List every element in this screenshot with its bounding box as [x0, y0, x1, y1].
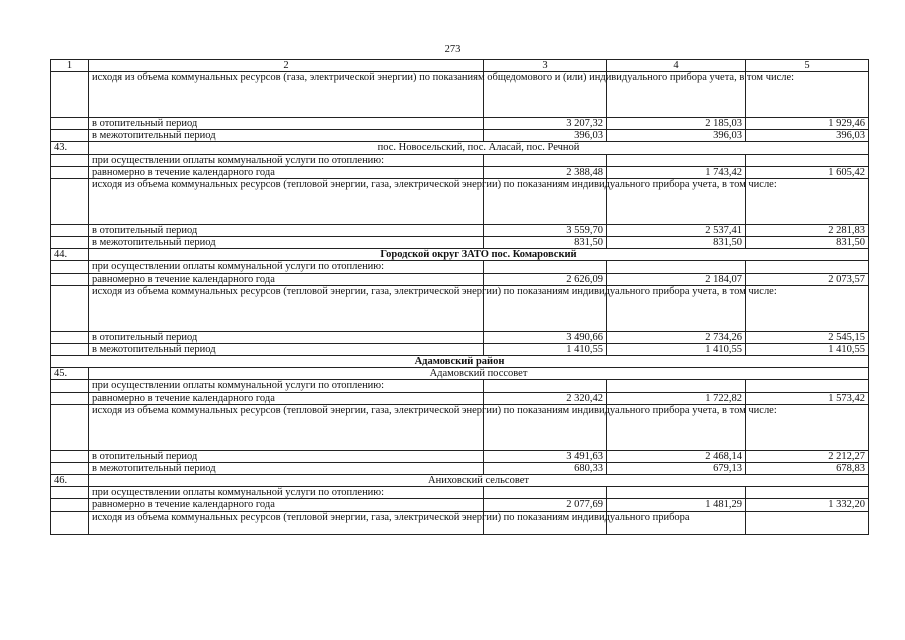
row-number-cell [51, 462, 89, 474]
header-col-3: 3 [484, 60, 607, 72]
value-col-4: 2 468,14 [607, 450, 746, 462]
empty-cell [607, 261, 746, 273]
row-label-cell: исходя из объема коммунальных ресурсов (тепловой энергии, газа, электрической энергии) по показаниям индивидуального прибора учета, в том числе: [89, 285, 484, 331]
table-row [51, 392, 869, 404]
section-number: 43. [51, 142, 89, 154]
value-col-5: 396,03 [746, 130, 869, 142]
value-col-4: 1 481,29 [607, 499, 746, 511]
value-col-4: 1 743,42 [607, 166, 746, 178]
row-label-cell: при осуществлении оплаты коммунальной услуги по отоплению: [89, 261, 484, 273]
table-row [51, 462, 869, 474]
row-label-cell: в межотопительный период [89, 343, 484, 355]
table-row [51, 404, 869, 450]
value-col-4: 1 722,82 [607, 392, 746, 404]
table-row [51, 142, 869, 154]
value-col-4: 2 185,03 [607, 118, 746, 130]
empty-cell [746, 487, 869, 499]
table-body [51, 72, 869, 535]
header-col-5: 5 [746, 60, 869, 72]
section-title: пос. Новосельский, пос. Аласай, пос. Речной [89, 142, 869, 154]
table-row [51, 224, 869, 236]
row-number-cell [51, 130, 89, 142]
row-label-cell: в отопительный период [89, 118, 484, 130]
section-number: 44. [51, 249, 89, 261]
row-number-cell [51, 499, 89, 511]
table-row [51, 511, 869, 534]
table-row [51, 487, 869, 499]
value-col-3: 3 559,70 [484, 224, 607, 236]
value-col-3: 831,50 [484, 237, 607, 249]
row-label-cell: в отопительный период [89, 331, 484, 343]
row-number-cell [51, 166, 89, 178]
row-label-cell: исходя из объема коммунальных ресурсов (газа, электрической энергии) по показаниям общедомового и (или) индивидуального прибора учета, в том числе: [89, 72, 484, 118]
table-row [51, 499, 869, 511]
value-col-5: 678,83 [746, 462, 869, 474]
empty-cell [607, 380, 746, 392]
row-number-cell [51, 487, 89, 499]
table-row [51, 450, 869, 462]
header-col-4: 4 [607, 60, 746, 72]
value-col-3: 396,03 [484, 130, 607, 142]
table-row [51, 166, 869, 178]
district-title: Адамовский район [51, 356, 869, 368]
value-col-4: 2 734,26 [607, 331, 746, 343]
row-label-cell: при осуществлении оплаты коммунальной услуги по отоплению: [89, 154, 484, 166]
row-label-cell: в межотопительный период [89, 130, 484, 142]
table-row [51, 249, 869, 261]
row-label-cell: равномерно в течение календарного года [89, 273, 484, 285]
section-title: Городской округ ЗАТО пос. Комаровский [89, 249, 869, 261]
row-label-cell: в межотопительный период [89, 462, 484, 474]
header-col-1: 1 [51, 60, 89, 72]
value-col-5: 1 605,42 [746, 166, 869, 178]
value-col-4: 2 184,07 [607, 273, 746, 285]
value-col-3: 3 490,66 [484, 331, 607, 343]
table-row [51, 285, 869, 331]
value-col-4: 2 537,41 [607, 224, 746, 236]
value-col-3: 3 207,32 [484, 118, 607, 130]
table-row [51, 343, 869, 355]
table-row [51, 118, 869, 130]
section-number: 45. [51, 368, 89, 380]
value-col-5: 831,50 [746, 237, 869, 249]
value-col-5: 1 929,46 [746, 118, 869, 130]
empty-cell [746, 154, 869, 166]
row-number-cell [51, 331, 89, 343]
empty-cell [607, 487, 746, 499]
empty-cell [746, 261, 869, 273]
row-label-cell: исходя из объема коммунальных ресурсов (тепловой энергии, газа, электрической энергии) по показаниям индивидуального прибора учета, в том числе: [89, 179, 484, 225]
tariff-table [50, 59, 869, 535]
row-label-cell: при осуществлении оплаты коммунальной услуги по отоплению: [89, 380, 484, 392]
row-number-cell [51, 380, 89, 392]
empty-cell [484, 487, 607, 499]
page-number: 273 [444, 44, 461, 55]
value-col-4: 1 410,55 [607, 343, 746, 355]
row-number-cell [51, 237, 89, 249]
value-col-5: 2 212,27 [746, 450, 869, 462]
row-label-cell: в межотопительный период [89, 237, 484, 249]
row-label-cell: при осуществлении оплаты коммунальной услуги по отоплению: [89, 487, 484, 499]
row-label-cell: равномерно в течение календарного года [89, 166, 484, 178]
value-col-5: 2 073,57 [746, 273, 869, 285]
row-label-cell: в отопительный период [89, 450, 484, 462]
table-row [51, 331, 869, 343]
row-label-cell: в отопительный период [89, 224, 484, 236]
header-col-2: 2 [89, 60, 484, 72]
table-row [51, 368, 869, 380]
section-number: 46. [51, 475, 89, 487]
row-number-cell [51, 261, 89, 273]
row-number-cell [51, 224, 89, 236]
value-col-3: 3 491,63 [484, 450, 607, 462]
value-col-3: 2 077,69 [484, 499, 607, 511]
empty-cell [484, 261, 607, 273]
table-row [51, 130, 869, 142]
row-label-cell: исходя из объема коммунальных ресурсов (тепловой энергии, газа, электрической энергии) по показаниям индивидуального прибора [89, 511, 484, 534]
table-row [51, 475, 869, 487]
value-col-5: 2 545,15 [746, 331, 869, 343]
section-title: Адамовский поссовет [89, 368, 869, 380]
table-row [51, 179, 869, 225]
value-col-3: 2 626,09 [484, 273, 607, 285]
row-number-cell [51, 450, 89, 462]
row-label-cell: исходя из объема коммунальных ресурсов (тепловой энергии, газа, электрической энергии) по показаниям индивидуального прибора учета, в том числе: [89, 404, 484, 450]
value-col-4: 831,50 [607, 237, 746, 249]
table-row [51, 261, 869, 273]
table-row [51, 273, 869, 285]
row-label-cell: равномерно в течение календарного года [89, 392, 484, 404]
row-label-cell: равномерно в течение календарного года [89, 499, 484, 511]
value-col-3: 680,33 [484, 462, 607, 474]
empty-cell [484, 154, 607, 166]
row-number-cell [51, 154, 89, 166]
row-number-cell [51, 392, 89, 404]
row-number-cell [51, 273, 89, 285]
row-number-cell [51, 118, 89, 130]
value-col-4: 679,13 [607, 462, 746, 474]
table-row [51, 72, 869, 118]
row-number-cell [51, 343, 89, 355]
table-row [51, 237, 869, 249]
row-number-cell [51, 72, 89, 118]
header-row [51, 60, 869, 72]
table-row [51, 356, 869, 368]
value-col-5: 1 410,55 [746, 343, 869, 355]
row-number-cell [51, 511, 89, 534]
empty-cell [746, 380, 869, 392]
value-col-3: 1 410,55 [484, 343, 607, 355]
value-col-5: 2 281,83 [746, 224, 869, 236]
empty-cell [484, 380, 607, 392]
value-col-3: 2 320,42 [484, 392, 607, 404]
empty-cell [746, 511, 869, 534]
table-row [51, 154, 869, 166]
empty-cell [607, 154, 746, 166]
table-row [51, 380, 869, 392]
row-number-cell [51, 404, 89, 450]
value-col-5: 1 573,42 [746, 392, 869, 404]
row-number-cell [51, 179, 89, 225]
value-col-5: 1 332,20 [746, 499, 869, 511]
value-col-3: 2 388,48 [484, 166, 607, 178]
row-number-cell [51, 285, 89, 331]
section-title: Аниховский сельсовет [89, 475, 869, 487]
value-col-4: 396,03 [607, 130, 746, 142]
